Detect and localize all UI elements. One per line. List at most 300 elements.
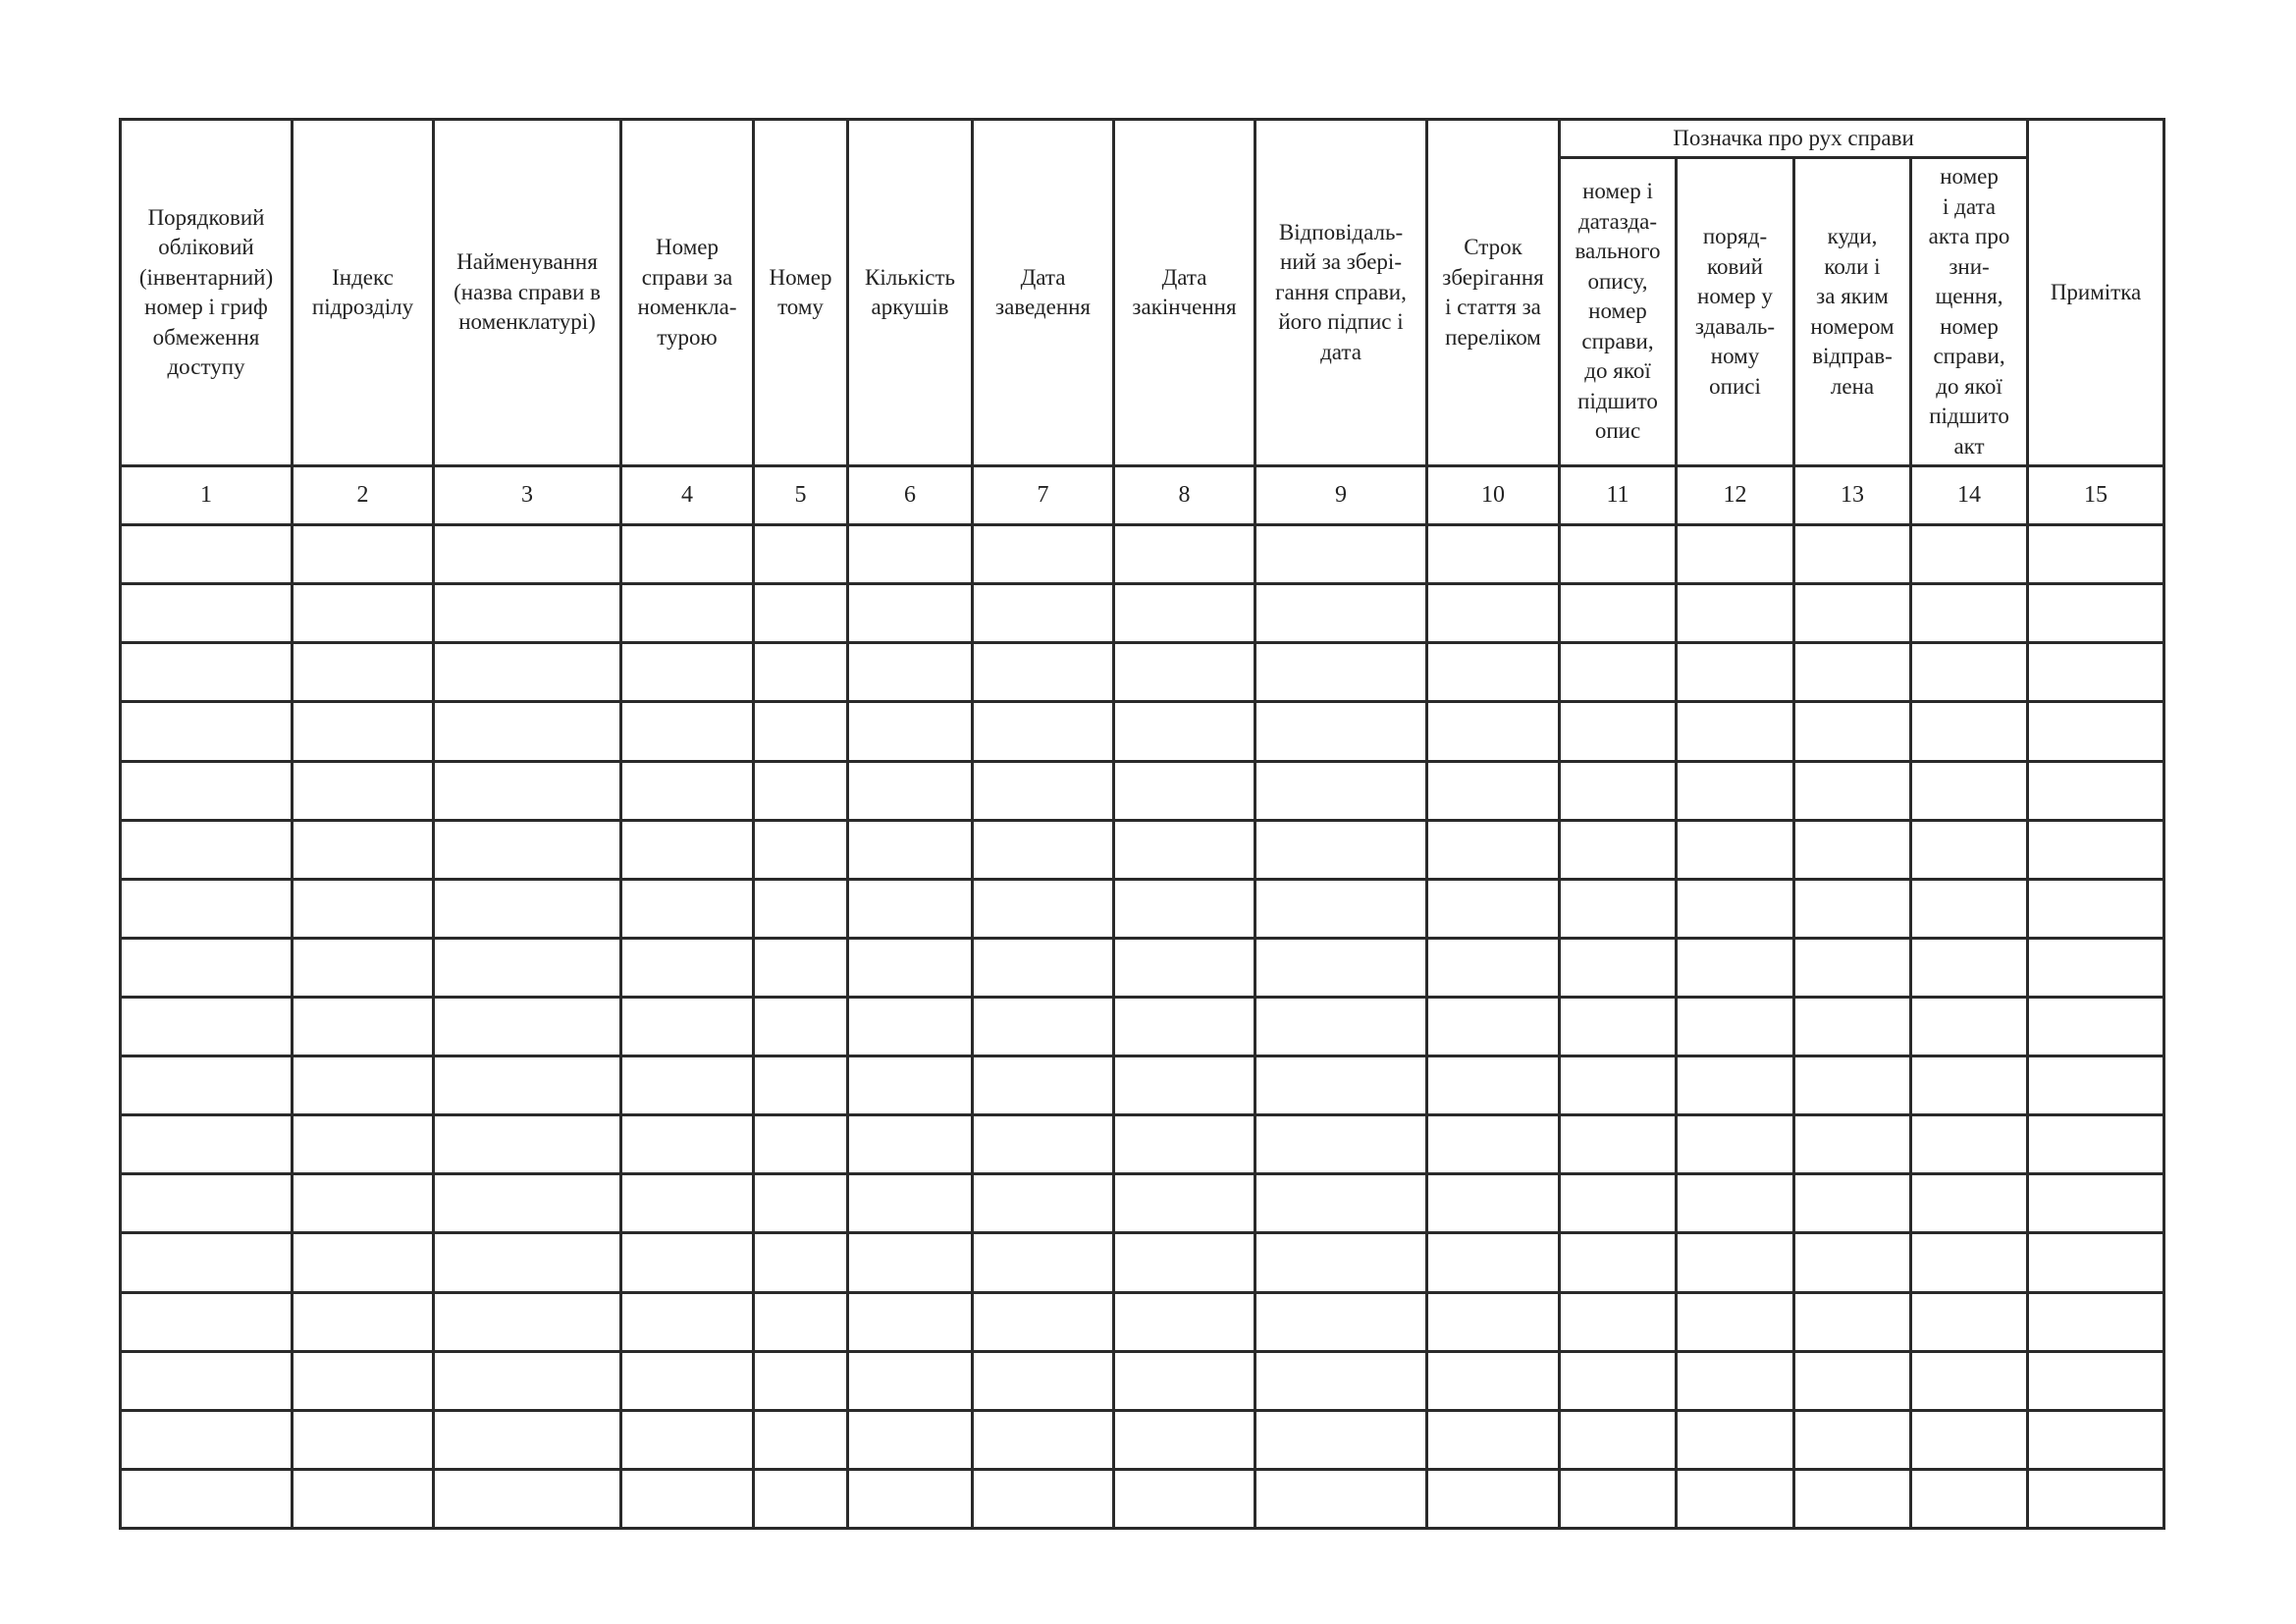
table-cell[interactable] (1560, 525, 1677, 584)
table-cell[interactable] (1427, 702, 1560, 761)
header-text: Номер тому (769, 264, 832, 319)
column-number: 12 (1677, 466, 1794, 525)
table-cell[interactable] (434, 1115, 621, 1174)
table-cell[interactable] (621, 584, 754, 643)
table-cell[interactable] (973, 1115, 1114, 1174)
table-cell[interactable] (1560, 702, 1677, 761)
table-cell[interactable] (1427, 1115, 1560, 1174)
table-row (121, 584, 2164, 643)
table-cell[interactable] (754, 761, 848, 820)
table-cell[interactable] (754, 525, 848, 584)
table-cell[interactable] (1255, 1469, 1427, 1528)
table-cell[interactable] (621, 643, 754, 702)
table-cell[interactable] (121, 525, 293, 584)
table-cell[interactable] (973, 1174, 1114, 1233)
table-cell[interactable] (1794, 938, 1911, 997)
table-cell[interactable] (1911, 879, 2028, 938)
table-cell[interactable] (621, 879, 754, 938)
table-cell[interactable] (2028, 997, 2164, 1056)
table-cell[interactable] (973, 525, 1114, 584)
table-cell[interactable] (2028, 1351, 2164, 1410)
table-cell[interactable] (1114, 1410, 1255, 1469)
table-cell[interactable] (1794, 761, 1911, 820)
table-cell[interactable] (1911, 997, 2028, 1056)
table-cell[interactable] (293, 702, 434, 761)
header-text: Примітка (2050, 279, 2142, 304)
table-cell[interactable] (754, 1056, 848, 1115)
table-cell[interactable] (848, 643, 973, 702)
column-number: 13 (1794, 466, 1911, 525)
table-cell[interactable] (121, 1174, 293, 1233)
table-cell[interactable] (434, 1410, 621, 1469)
table-cell[interactable] (2028, 525, 2164, 584)
table-cell[interactable] (1114, 938, 1255, 997)
header-text: Дата закінчення (1132, 264, 1237, 319)
header-text: Номер справи за номенкла- турою (637, 235, 737, 350)
table-row (121, 879, 2164, 938)
table-cell[interactable] (1114, 584, 1255, 643)
table-cell[interactable] (621, 702, 754, 761)
table-cell[interactable] (1677, 1410, 1794, 1469)
table-cell[interactable] (434, 997, 621, 1056)
table-cell[interactable] (293, 761, 434, 820)
table-cell[interactable] (621, 525, 754, 584)
table-cell[interactable] (293, 643, 434, 702)
table-cell[interactable] (293, 1351, 434, 1410)
table-cell[interactable] (293, 1292, 434, 1351)
table-cell[interactable] (1677, 1292, 1794, 1351)
table-cell[interactable] (1427, 1410, 1560, 1469)
table-cell[interactable] (1114, 997, 1255, 1056)
table-cell[interactable] (1794, 1115, 1911, 1174)
table-cell[interactable] (1911, 702, 2028, 761)
table-cell[interactable] (754, 1115, 848, 1174)
table-cell[interactable] (434, 1174, 621, 1233)
table-cell[interactable] (1427, 643, 1560, 702)
table-cell[interactable] (621, 938, 754, 997)
table-cell[interactable] (1427, 1351, 1560, 1410)
table-cell[interactable] (1114, 1233, 1255, 1292)
table-cell[interactable] (848, 1056, 973, 1115)
table-row (121, 1056, 2164, 1115)
table-cell[interactable] (434, 820, 621, 879)
table-cell[interactable] (1560, 1292, 1677, 1351)
table-cell[interactable] (754, 997, 848, 1056)
table-cell[interactable] (848, 761, 973, 820)
table-cell[interactable] (434, 1056, 621, 1115)
table-cell[interactable] (621, 1351, 754, 1410)
table-cell[interactable] (621, 761, 754, 820)
header-text: Відповідаль- ний за збері- гання справи, його підпис і дата (1275, 219, 1407, 364)
table-cell[interactable] (434, 761, 621, 820)
table-cell[interactable] (973, 1351, 1114, 1410)
table-row (121, 702, 2164, 761)
col-header-registration-number (121, 120, 293, 466)
col-header-note (2028, 120, 2164, 466)
table-cell[interactable] (848, 820, 973, 879)
table-cell[interactable] (1255, 761, 1427, 820)
table-cell[interactable] (1677, 879, 1794, 938)
column-number: 2 (293, 466, 434, 525)
table-cell[interactable] (1114, 761, 1255, 820)
table-cell[interactable] (973, 702, 1114, 761)
table-cell[interactable] (973, 938, 1114, 997)
table-cell[interactable] (1911, 1174, 2028, 1233)
table-cell[interactable] (121, 643, 293, 702)
table-cell[interactable] (1911, 1292, 2028, 1351)
col-header-transfer-inventory (1560, 158, 1677, 466)
table-cell[interactable] (434, 938, 621, 997)
table-cell[interactable] (754, 879, 848, 938)
table-cell[interactable] (973, 1469, 1114, 1528)
table-cell[interactable] (1677, 1174, 1794, 1233)
table-cell[interactable] (293, 1410, 434, 1469)
column-number: 1 (121, 466, 293, 525)
table-cell[interactable] (1560, 1233, 1677, 1292)
table-cell[interactable] (973, 1056, 1114, 1115)
header-text: номер і дата акта про зни- щення, номер справи, до якої підшито акт (1928, 164, 2010, 459)
table-cell[interactable] (1794, 1292, 1911, 1351)
table-cell[interactable] (621, 1056, 754, 1115)
col-header-volume-number (754, 120, 848, 466)
column-number-row (121, 466, 2164, 525)
column-number: 10 (1427, 466, 1560, 525)
table-cell[interactable] (1114, 879, 1255, 938)
table-cell[interactable] (621, 1469, 754, 1528)
table-cell[interactable] (1114, 1056, 1255, 1115)
table-cell[interactable] (1255, 643, 1427, 702)
table-row (121, 1292, 2164, 1351)
table-cell[interactable] (2028, 584, 2164, 643)
table-cell[interactable] (121, 1233, 293, 1292)
table-cell[interactable] (121, 1292, 293, 1351)
table-cell[interactable] (754, 1351, 848, 1410)
table-cell[interactable] (848, 879, 973, 938)
table-cell[interactable] (1677, 1233, 1794, 1292)
table-cell[interactable] (1255, 1233, 1427, 1292)
table-cell[interactable] (973, 1410, 1114, 1469)
table-cell[interactable] (848, 1469, 973, 1528)
table-row (121, 1351, 2164, 1410)
table-cell[interactable] (1560, 938, 1677, 997)
table-cell[interactable] (621, 820, 754, 879)
table-cell[interactable] (121, 820, 293, 879)
table-cell[interactable] (434, 1292, 621, 1351)
table-cell[interactable] (1911, 1115, 2028, 1174)
header-text: куди, коли і за яким номером відправ- лена (1810, 224, 1895, 399)
table-cell[interactable] (754, 938, 848, 997)
column-number: 3 (434, 466, 621, 525)
table-cell[interactable] (1560, 584, 1677, 643)
table-cell[interactable] (2028, 702, 2164, 761)
table-cell[interactable] (848, 938, 973, 997)
table-cell[interactable] (1427, 1174, 1560, 1233)
table-cell[interactable] (434, 879, 621, 938)
table-cell[interactable] (1911, 584, 2028, 643)
table-cell[interactable] (434, 584, 621, 643)
table-cell[interactable] (1427, 820, 1560, 879)
table-cell[interactable] (973, 997, 1114, 1056)
table-cell[interactable] (1560, 1469, 1677, 1528)
table-cell[interactable] (1114, 1469, 1255, 1528)
table-cell[interactable] (848, 1115, 973, 1174)
table-cell[interactable] (2028, 879, 2164, 938)
col-header-department-index (293, 120, 434, 466)
table-cell[interactable] (1255, 1056, 1427, 1115)
table-cell[interactable] (1560, 820, 1677, 879)
table-cell[interactable] (121, 1351, 293, 1410)
table-cell[interactable] (293, 879, 434, 938)
table-cell[interactable] (1677, 643, 1794, 702)
table-cell[interactable] (1255, 997, 1427, 1056)
table-cell[interactable] (973, 1292, 1114, 1351)
table-cell[interactable] (848, 1174, 973, 1233)
table-cell[interactable] (973, 820, 1114, 879)
table-cell[interactable] (1427, 1233, 1560, 1292)
table-cell[interactable] (621, 1292, 754, 1351)
table-cell[interactable] (293, 1115, 434, 1174)
table-cell[interactable] (1911, 643, 2028, 702)
table-cell[interactable] (293, 1174, 434, 1233)
table-cell[interactable] (1911, 525, 2028, 584)
table-cell[interactable] (1427, 879, 1560, 938)
table-cell[interactable] (121, 997, 293, 1056)
table-cell[interactable] (1255, 879, 1427, 938)
table-cell[interactable] (1794, 702, 1911, 761)
table-cell[interactable] (1911, 938, 2028, 997)
header-text: Строк зберігання і стаття за переліком (1442, 235, 1544, 350)
table-cell[interactable] (848, 584, 973, 643)
col-header-start-date (973, 120, 1114, 466)
table-cell[interactable] (1677, 584, 1794, 643)
table-cell[interactable] (621, 1115, 754, 1174)
table-cell[interactable] (293, 584, 434, 643)
table-cell[interactable] (1560, 1174, 1677, 1233)
table-cell[interactable] (754, 702, 848, 761)
table-cell[interactable] (121, 1410, 293, 1469)
table-cell[interactable] (1677, 702, 1794, 761)
table-cell[interactable] (1255, 1410, 1427, 1469)
table-cell[interactable] (293, 1056, 434, 1115)
table-cell[interactable] (1427, 1469, 1560, 1528)
table-cell[interactable] (1255, 525, 1427, 584)
table-cell[interactable] (1560, 1351, 1677, 1410)
table-cell[interactable] (1794, 879, 1911, 938)
column-number: 7 (973, 466, 1114, 525)
table-cell[interactable] (1911, 1233, 2028, 1292)
table-cell[interactable] (2028, 761, 2164, 820)
table-cell[interactable] (434, 525, 621, 584)
table-row (121, 938, 2164, 997)
table-cell[interactable] (1560, 761, 1677, 820)
table-cell[interactable] (1114, 1174, 1255, 1233)
table-cell[interactable] (1114, 820, 1255, 879)
table-cell[interactable] (1677, 525, 1794, 584)
table-cell[interactable] (848, 997, 973, 1056)
table-cell[interactable] (2028, 1174, 2164, 1233)
table-cell[interactable] (121, 584, 293, 643)
table-cell[interactable] (2028, 1410, 2164, 1469)
table-cell[interactable] (1794, 1174, 1911, 1233)
table-cell[interactable] (1255, 1115, 1427, 1174)
table-cell[interactable] (973, 643, 1114, 702)
table-cell[interactable] (1794, 1351, 1911, 1410)
header-text: Порядковий обліковий (інвентарний) номер і гриф обмеження доступу (138, 204, 274, 379)
table-cell[interactable] (1427, 584, 1560, 643)
table-cell[interactable] (1677, 997, 1794, 1056)
table-cell[interactable] (293, 820, 434, 879)
table-cell[interactable] (1794, 643, 1911, 702)
table-cell[interactable] (1427, 525, 1560, 584)
table-cell[interactable] (1911, 1056, 2028, 1115)
table-cell[interactable] (121, 761, 293, 820)
col-header-sent-to (1794, 158, 1911, 466)
table-cell[interactable] (621, 1410, 754, 1469)
table-cell[interactable] (1560, 643, 1677, 702)
table-cell[interactable] (1427, 761, 1560, 820)
table-cell[interactable] (848, 702, 973, 761)
table-cell[interactable] (293, 938, 434, 997)
table-cell[interactable] (1911, 761, 2028, 820)
column-number: 4 (621, 466, 754, 525)
table-cell[interactable] (1911, 1469, 2028, 1528)
table-cell[interactable] (754, 1469, 848, 1528)
table-cell[interactable] (754, 1410, 848, 1469)
table-cell[interactable] (434, 1233, 621, 1292)
table-cell[interactable] (1677, 1056, 1794, 1115)
table-cell[interactable] (973, 584, 1114, 643)
table-cell[interactable] (1794, 1410, 1911, 1469)
table-cell[interactable] (1114, 1292, 1255, 1351)
table-cell[interactable] (2028, 1056, 2164, 1115)
table-cell[interactable] (1255, 702, 1427, 761)
table-cell[interactable] (1560, 1410, 1677, 1469)
table-row (121, 1469, 2164, 1528)
table-cell[interactable] (1560, 997, 1677, 1056)
table-cell[interactable] (973, 1233, 1114, 1292)
table-cell[interactable] (1114, 525, 1255, 584)
table-cell[interactable] (293, 525, 434, 584)
table-cell[interactable] (293, 1233, 434, 1292)
table-cell[interactable] (754, 584, 848, 643)
table-cell[interactable] (121, 1469, 293, 1528)
table-cell[interactable] (2028, 1292, 2164, 1351)
col-header-retention-period (1427, 120, 1560, 466)
table-cell[interactable] (1560, 879, 1677, 938)
table-cell[interactable] (2028, 1115, 2164, 1174)
table-cell[interactable] (754, 1174, 848, 1233)
table-cell[interactable] (754, 1233, 848, 1292)
table-cell[interactable] (2028, 1469, 2164, 1528)
col-header-destruction-act (1911, 158, 2028, 466)
table-cell[interactable] (1114, 1115, 1255, 1174)
table-cell[interactable] (1911, 1410, 2028, 1469)
table-cell[interactable] (973, 761, 1114, 820)
table-cell[interactable] (1794, 525, 1911, 584)
table-cell[interactable] (1114, 702, 1255, 761)
table-cell[interactable] (1427, 1056, 1560, 1115)
column-number: 6 (848, 466, 973, 525)
table-cell[interactable] (121, 1115, 293, 1174)
col-group-header-case-movement (1560, 120, 2028, 158)
table-cell[interactable] (973, 879, 1114, 938)
header-text: поряд- ковий номер у здаваль- ному описі (1694, 224, 1776, 399)
table-cell[interactable] (1427, 997, 1560, 1056)
table-cell[interactable] (434, 643, 621, 702)
table-cell[interactable] (1255, 1351, 1427, 1410)
col-header-sheet-count (848, 120, 973, 466)
table-cell[interactable] (1427, 1292, 1560, 1351)
table-cell[interactable] (848, 525, 973, 584)
table-cell[interactable] (1677, 1469, 1794, 1528)
table-cell[interactable] (1255, 584, 1427, 643)
table-cell[interactable] (121, 1056, 293, 1115)
table-cell[interactable] (1114, 1351, 1255, 1410)
table-cell[interactable] (293, 997, 434, 1056)
table-cell[interactable] (1255, 938, 1427, 997)
table-cell[interactable] (1255, 1174, 1427, 1233)
table-cell[interactable] (121, 702, 293, 761)
table-cell[interactable] (2028, 1233, 2164, 1292)
table-cell[interactable] (848, 1292, 973, 1351)
table-cell[interactable] (434, 1469, 621, 1528)
col-header-inventory-ordinal (1677, 158, 1794, 466)
table-cell[interactable] (1560, 1056, 1677, 1115)
table-cell[interactable] (1794, 1233, 1911, 1292)
table-cell[interactable] (434, 1351, 621, 1410)
table-cell[interactable] (754, 1292, 848, 1351)
table-cell[interactable] (1560, 1115, 1677, 1174)
table-cell[interactable] (621, 997, 754, 1056)
table-cell[interactable] (1427, 938, 1560, 997)
table-cell[interactable] (1677, 938, 1794, 997)
table-cell[interactable] (1255, 1292, 1427, 1351)
table-row (121, 1115, 2164, 1174)
table-cell[interactable] (1677, 761, 1794, 820)
table-cell[interactable] (2028, 820, 2164, 879)
table-cell[interactable] (2028, 643, 2164, 702)
table-cell[interactable] (293, 1469, 434, 1528)
table-cell[interactable] (1794, 1469, 1911, 1528)
table-cell[interactable] (848, 1233, 973, 1292)
table-row (121, 761, 2164, 820)
table-cell[interactable] (848, 1410, 973, 1469)
table-cell[interactable] (1911, 1351, 2028, 1410)
table-row (121, 820, 2164, 879)
table-cell[interactable] (1255, 820, 1427, 879)
column-number: 5 (754, 466, 848, 525)
table-cell[interactable] (848, 1351, 973, 1410)
table-cell[interactable] (1794, 1056, 1911, 1115)
table-cell[interactable] (1794, 820, 1911, 879)
table-cell[interactable] (1794, 997, 1911, 1056)
table-cell[interactable] (1677, 1115, 1794, 1174)
table-cell[interactable] (754, 820, 848, 879)
table-cell[interactable] (2028, 938, 2164, 997)
table-cell[interactable] (621, 1174, 754, 1233)
table-cell[interactable] (1677, 820, 1794, 879)
table-cell[interactable] (434, 702, 621, 761)
table-cell[interactable] (1114, 643, 1255, 702)
table-cell[interactable] (621, 1233, 754, 1292)
table-cell[interactable] (754, 643, 848, 702)
table-cell[interactable] (1794, 584, 1911, 643)
table-cell[interactable] (1911, 820, 2028, 879)
table-cell[interactable] (121, 879, 293, 938)
col-header-end-date (1114, 120, 1255, 466)
table-cell[interactable] (121, 938, 293, 997)
table-cell[interactable] (1677, 1351, 1794, 1410)
